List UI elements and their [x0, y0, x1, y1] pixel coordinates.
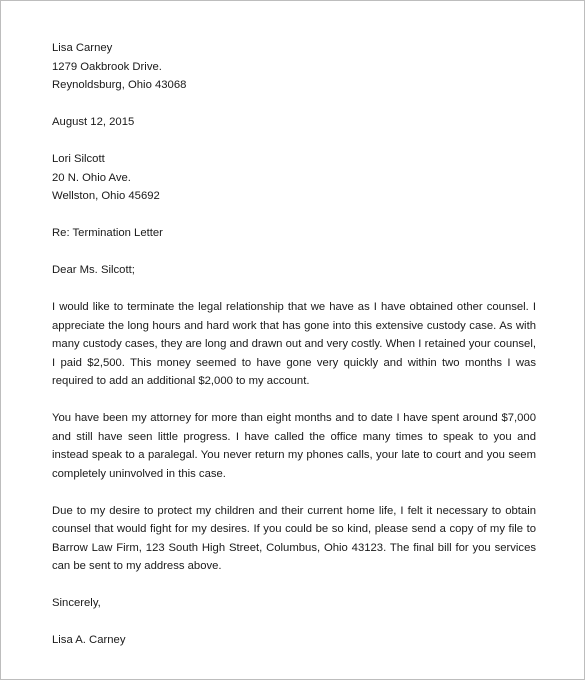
- sender-address: [52, 39, 536, 95]
- subject-line: Re: Termination Letter: [52, 227, 163, 239]
- salutation: Dear Ms. Silcott;: [52, 264, 135, 276]
- closing: Sincerely,: [52, 597, 101, 609]
- recipient-city: Wellston, Ohio 45692: [52, 190, 160, 202]
- recipient-street: 20 N. Ohio Ave.: [52, 171, 131, 184]
- letter-date: August 12, 2015: [52, 116, 135, 128]
- body-paragraph-3: Due to my desire to protect my children and their current home life, I felt it necessary to obtain counsel that would fight for my desires. If you could be so kind, please send a copy of my file to Barrow Law Firm, 123 South High Street, Columbus, Ohio 43123. The final bill for you services can be sent to my address above.: [52, 504, 536, 572]
- body-paragraph-2: You have been my attorney for more than eight months and to date I have spent around $7,000 and still have seen little progress. I have called the office many times to speak to you and instead speak to a paralegal. You never return my phones calls, your late to court and you seem completely uninvolved in this case.: [52, 412, 536, 480]
- sender-street: 1279 Oakbrook Drive.: [52, 60, 162, 73]
- letter-body: [52, 39, 536, 650]
- signature-name: Lisa A. Carney: [52, 634, 126, 646]
- body-paragraph-1: I would like to terminate the legal relationship that we have as I have obtained other counsel. I appreciate the long hours and hard work that has gone into this extensive custody case. As with many custody cases, they are long and drawn out and very costly. When I retained your counsel, I paid $2,500. This money seemed to have gone very quickly and within two months I was required to add an additional $2,000 to my account.: [52, 301, 536, 387]
- recipient-address: [52, 150, 536, 206]
- sender-name: Lisa Carney: [52, 42, 113, 54]
- recipient-name: Lori Silcott: [52, 153, 105, 165]
- sender-city: Reynoldsburg, Ohio 43068: [52, 79, 187, 91]
